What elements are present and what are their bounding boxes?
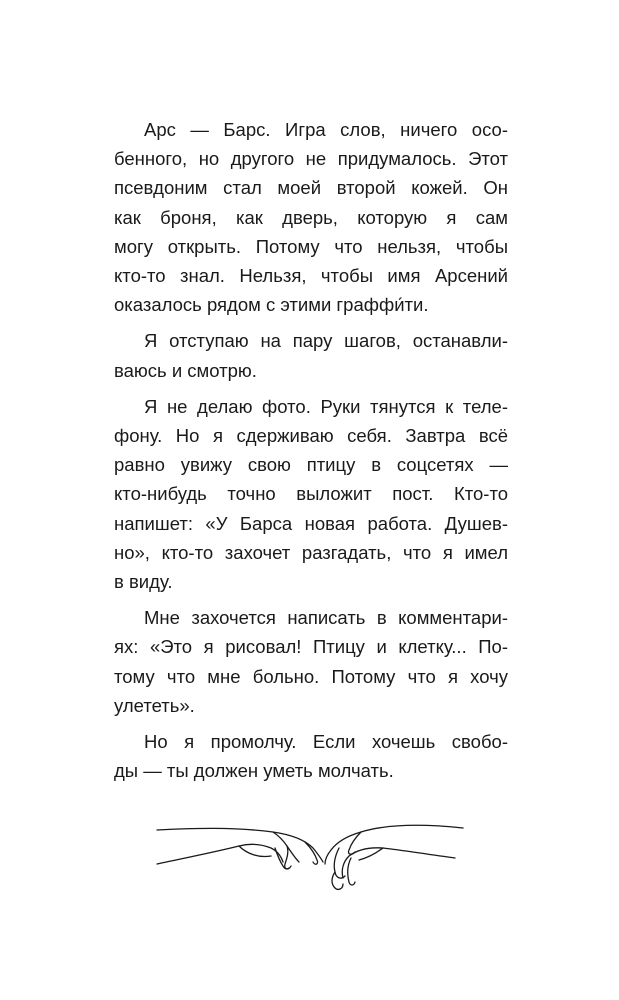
text-line: в виду. bbox=[114, 571, 173, 593]
paragraph-4 bbox=[114, 603, 508, 720]
text-line: Я не делаю фото. Руки тянутся к теле- bbox=[144, 395, 508, 417]
left-hand-line bbox=[239, 846, 271, 857]
text-line: Но я промолчу. Если хочешь свобо- bbox=[144, 731, 508, 753]
paragraph-1 bbox=[114, 115, 508, 319]
text-line: фону. Но я сдерживаю себя. Завтра всё bbox=[114, 425, 508, 447]
text-line: ях: «Это я рисовал! Птицу и клетку... По- bbox=[114, 636, 508, 658]
text-line: улететь». bbox=[114, 694, 195, 716]
text-line: ды — ты должен уметь молчать. bbox=[114, 760, 394, 782]
paragraph-3 bbox=[114, 392, 508, 596]
reaching-hands-illustration bbox=[155, 818, 465, 898]
text-line: ваюсь и смотрю. bbox=[114, 359, 257, 381]
text-line: могу открыть. Потому что нельзя, чтобы bbox=[114, 235, 508, 257]
text-line: бенного, но другого не придумалось. Этот bbox=[114, 148, 508, 170]
text-line: Арс — Барс. Игра слов, ничего осо- bbox=[144, 119, 508, 140]
text-line: псевдоним стал моей второй кожей. Он bbox=[114, 177, 508, 199]
text-line: тому что мне больно. Потому что я хочу bbox=[114, 665, 508, 687]
paragraph-2 bbox=[114, 326, 508, 384]
text-line: кто-нибудь точно выложит пост. Кто-то bbox=[114, 483, 508, 505]
text-line: напишет: «У Барса новая работа. Душев- bbox=[114, 512, 508, 534]
left-hand-line bbox=[305, 842, 318, 864]
text-line: Я отступаю на пару шагов, останавли- bbox=[144, 330, 508, 352]
text-line: но», кто-то захочет разгадать, что я имел bbox=[114, 541, 508, 563]
right-hand-line bbox=[348, 858, 355, 885]
text-block bbox=[114, 115, 508, 792]
left-hand-line bbox=[275, 848, 291, 869]
left-hand-line bbox=[157, 844, 283, 864]
text-line: как броня, как дверь, которую я сам bbox=[114, 206, 508, 228]
text-line: равно увижу свою птицу в соцсетях — bbox=[114, 454, 508, 476]
right-hand-line bbox=[342, 848, 455, 878]
text-line: Мне захочется написать в комментари- bbox=[144, 607, 508, 629]
right-hand-line bbox=[332, 872, 343, 889]
text-line: кто-то знал. Нельзя, чтобы имя Арсений bbox=[114, 265, 508, 287]
paragraph-5 bbox=[114, 727, 508, 785]
text-line: оказалось рядом с этими граффи́ти. bbox=[114, 294, 429, 316]
left-hand-line bbox=[273, 832, 299, 862]
left-hand-line bbox=[285, 846, 289, 869]
right-hand-line bbox=[325, 825, 463, 864]
